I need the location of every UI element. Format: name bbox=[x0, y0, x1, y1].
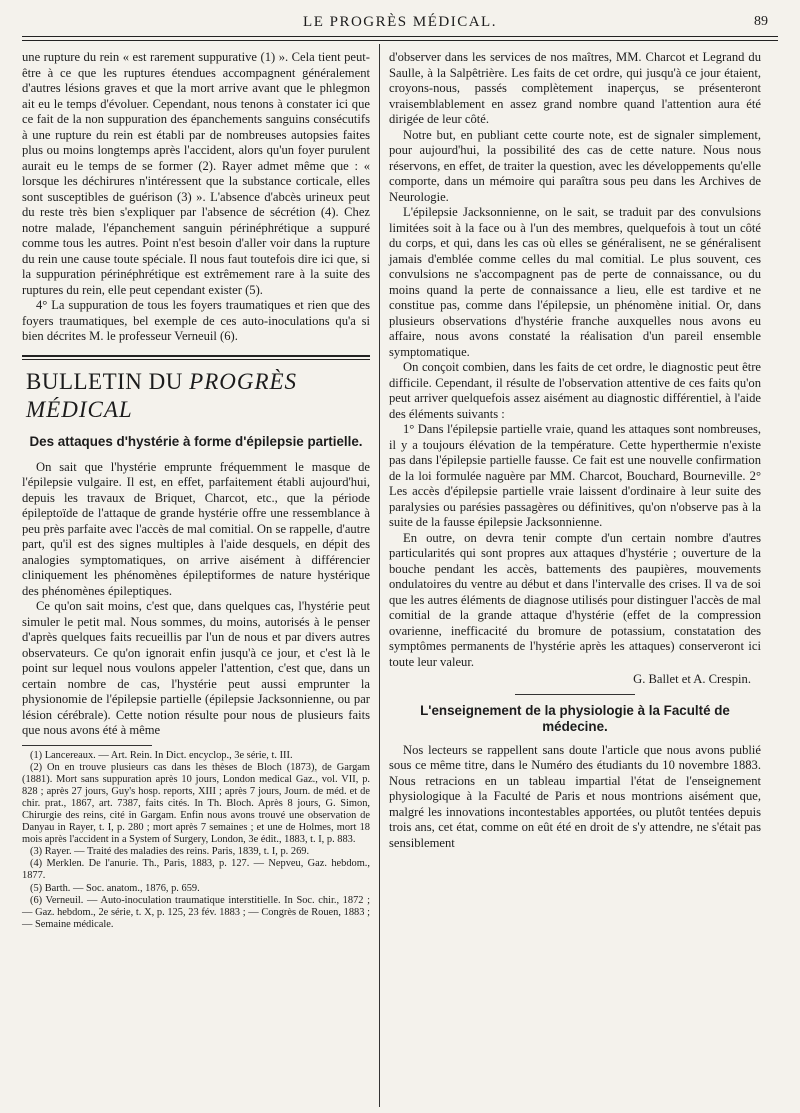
bulletin-heading bbox=[26, 368, 370, 424]
footnote-item: (6) Verneuil. — Auto-inoculation traumatique interstitielle. In Soc. chir., 1872 ; — Gaz. hebdom., 2e série, t. X, p. 125, 23 fév. 1883 ; — Congrès de Rouen, 1883 ; — Semaine médicale. bbox=[22, 894, 370, 930]
paragraph-salpetriere: d'observer dans les services de nos maîtres, MM. Charcot et Legrand du Saulle, à la Salpêtrière. Les faits de cet ordre, qui jusqu'à ce jour étaient, croyons-nous, passés complètement inaperçus, se présenteront vraisemblablement en assez grand nombre quand l'attention aura été dirigée de leur côté. bbox=[389, 50, 761, 126]
paragraph-particularites: En outre, on devra tenir compte d'un certain nombre d'autres particularités qui sont propres aux attaques d'hystérie ; ouverture de la bouche pendant les accès, battements des paupières, mouvements ondulatoires du ventre au début et dans l'intervalle des crises. Il va de soi que les autres éléments de diagnose utilisés pour distinguer l'accès de mal comitial de la grande attaque d'hystérie (effet de la compression ovarienne, inefficacité du bromure de potassium, constatation des symptômes permanents de l'hystérie après les attaques) conserveront ici toute leur valeur. bbox=[389, 530, 761, 669]
paragraph-notre-but: Notre but, en publiant cette courte note, est de signaler simplement, pour aujourd'hui, la possibilité des cas de cette nature. Nous nous réservons, en effet, de traiter la question, avec les développements qu'elle comporte, dans un mémoire qui paraîtra sous peu dans les Archives de Neurologie. bbox=[389, 127, 761, 204]
page-number: 89 bbox=[754, 14, 768, 29]
paragraph-diagnostic: On conçoit combien, dans les faits de cet ordre, le diagnostic peut être difficile. Cependant, il résulte de l'observation attentive de ces faits qu'on peut arriver quelquefois assez aisément au diagnostic différentiel, à l'aide des éléments suivants : bbox=[389, 360, 761, 421]
paragraph-rein-rupture: une rupture du rein « est rarement suppurative (1) ». Cela tient peut-être à ce que les ruptures étendues accompagnent généralement d'autres lésions graves et que la mort arrive avant que le phlegmon ait eu le temps d'évoluer. Cependant, nous tenons à constater ici que ce fait de la non suppuration des épanchements sanguins consécutifs à une rupture du rein est établi par de nombreuses autopsies faites plus ou moins longtemps après l'accident, alors qu'un foyer purulent aurait eu le temps de se former (2). Rayer admet même que : « lorsque les déchirures n'intéressent que la substance corticale, elles sont susceptibles de guérison (3) ». L'absence d'abcès urineux peut du reste très bien s'expliquer par l'absence de sécrétion (4). Chez notre malade, l'épanchement sanguin périnéphrétique a suppuré comme tous les autres. Point n'est besoin d'aller voir dans la rupture du rein une cause toute spéciale. Il nous faut toutefois dire ici que, si la suppuration périnéphrétique est extrêmement rare à la suite des ruptures du rein, elle peut cependant exister (5). bbox=[22, 50, 370, 297]
footnote-item: (4) Merklen. De l'anurie. Th., Paris, 1883, p. 127. — Nepveu, Gaz. hebdom., 1877. bbox=[22, 858, 370, 882]
section-rule bbox=[22, 355, 370, 360]
article-title-hysteria: Des attaques d'hystérie à forme d'épilepsie partielle. bbox=[29, 433, 363, 449]
right-column bbox=[389, 50, 761, 851]
paragraph-jacksonnienne: L'épilepsie Jacksonnienne, on le sait, se traduit par des convulsions limitées soit à la face ou à l'un des membres, quelquefois à tout un côté du corps, et qui, dans les cas où elles se généralisent, ne se généralisent jamais d'emblée comme celles du mal comitial. Le plus souvent, ces convulsions ne s'accompagnent pas de perte de connaissance, ou du moins quand la perte de connaissance a lieu, elle est tardive et ne constitue pas, comme dans l'épilepsie, un phénomène initial. Or, dans plusieurs observations d'hystérie franche auxquelles nous avons eu affaire, nous avons constaté la réalisation d'un pareil ensemble symptomatique. bbox=[389, 205, 761, 359]
column-divider bbox=[379, 44, 380, 1107]
footnote-item: (5) Barth. — Soc. anatom., 1876, p. 659. bbox=[30, 882, 200, 894]
author-signature: G. Ballet et A. Crespin. bbox=[633, 672, 751, 686]
footnote-item: (2) On en trouve plusieurs cas dans les thèses de Bloch (1873), de Gargam (1881). Mort sans suppuration après 10 jours, London medical Gaz., vol. VII, p. 828 ; après 27 jours, Guy's hosp. reports, XIII ; après 7 jours, Journ. de méd. et de chir. prat., 1867, art. 7387, faits cités. In Th. Bloch. Après 8 jours, G. Simon, Chirurgie des reins, cité in Gargam. Enfin nous avons trouvé une observation de Danyau in Rayer, t. I, p. 280 ; mort après 7 semaines ; et une de Holmes, mort 18 mois après l'accident in a System of Surgery, London, 3e édit., 1883, t. I, p. 883. bbox=[22, 761, 370, 846]
paragraph-enseignement: Nos lecteurs se rappellent sans doute l'article que nous avons publié sous ce même titre, dans le Numéro des étudiants du 10 novembre 1883. Nous retracions en un tableau impartial l'état de l'enseignement physiologique à la Faculté de Paris et nous montrions aisément que, malgré les innovations incontestables apportées, ou plutôt tentées depuis trois ans, cet état, comme on eût été en droit de s'y attendre, ne s'était pas sensiblement bbox=[389, 742, 761, 850]
paragraph-petit-mal: Ce qu'on sait moins, c'est que, dans quelques cas, l'hystérie peut simuler le petit mal. Nous sommes, du moins, autorisés à le penser d'après quelques faits recueillis par l'un de nous et par divers autres observateurs. Ce qu'on ignorait enfin jusqu'à ce jour, et c'est là le point sur lequel nous voulons appeler l'attention, c'est que, dans un certain nombre de cas, l'hystérie peut aussi emprunter la physionomie de l'épilepsie partielle (épilepsie Jacksonnienne, ou par lésion cérébrale). Cette notion résulte pour nous de plusieurs faits que nous avons été à même bbox=[22, 599, 370, 737]
paragraph-hysteria-intro: On sait que l'hystérie emprunte fréquemment le masque de l'épilepsie vulgaire. Il est, en effet, parfaitement établi aujourd'hui, depuis les travaux de Briquet, Charcot, etc., que la période épileptoïde de l'attaque de grande hystérie offre une ressemblance à peu près parfaite avec l'accès de mal comitial. On se rappelle, d'autre part, qu'il est des signes multiples à l'aide desquels, en dépit des analogies symptomatiques, on arrive aisément à différencier cliniquement les phénomènes épileptiformes de nature hystérique des phénomènes épileptiques. bbox=[22, 459, 370, 598]
footnotes bbox=[22, 750, 370, 931]
paragraph-suppuration: 4° La suppuration de tous les foyers traumatiques et rien que des foyers traumatiques, bel exemple de ces auto-inoculations qu'a si bien décrites M. le professeur Verneuil (6). bbox=[22, 298, 370, 343]
paragraph-criteria: 1° Dans l'épilepsie partielle vraie, quand les attaques sont nombreuses, il y a toujours élévation de la température. Cette hyperthermie n'existe pas dans l'épilepsie partielle fausse. Ce fait est une nouvelle confirmation de la loi formulée naguère par MM. Charcot, Bouchard, Bourneville. 2° Les accès d'épilepsie partielle vraie laissent d'ordinaire à leur suite des paralysies ou parésies passagères ou définitives, qu'on n'observe pas à la suite de la fausse épilepsie Jacksonnienne. bbox=[389, 422, 761, 529]
header-rule-thin bbox=[22, 40, 778, 41]
section-rule-short bbox=[515, 694, 635, 695]
article-title-physiology: L'enseignement de la physiologie à la Faculté de médecine. bbox=[420, 702, 730, 734]
footnote-item: (3) Rayer. — Traité des maladies des reins. Paris, 1839, t. I, p. 269. bbox=[30, 846, 310, 858]
running-header bbox=[20, 14, 780, 36]
footnote-item: (1) Lancereaux. — Art. Rein. In Dict. encyclop., 3e série, t. III. bbox=[30, 749, 293, 761]
bulletin-heading-roman: BULLETIN DU bbox=[26, 368, 190, 394]
journal-title: LE PROGRÈS MÉDICAL. bbox=[303, 14, 497, 30]
left-column bbox=[22, 50, 370, 931]
bulletin-heading-italic: PROGRÈS MÉDICAL bbox=[26, 368, 298, 422]
footnote-rule bbox=[22, 745, 152, 746]
header-rule-thick bbox=[22, 36, 778, 37]
